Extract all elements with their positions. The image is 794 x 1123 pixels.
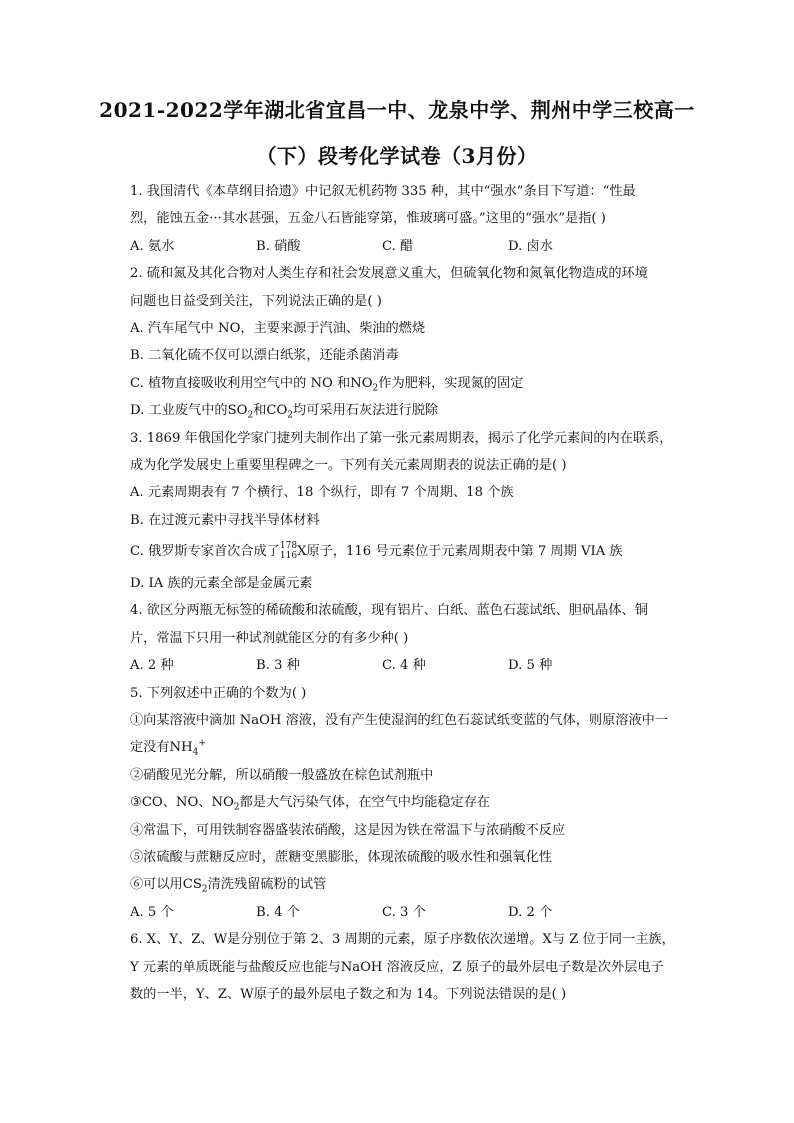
q3-option-b: B. 在过渡元素中寻找半导体材料 (130, 512, 320, 528)
q1-option-c: C. 醋 (382, 238, 414, 254)
question-list (130, 178, 690, 1008)
q5-statement4: ④常温下，可用铁制容器盛装浓硝酸，这是因为铁在常温下与浓硝酸不反应 (130, 822, 566, 838)
exam-title-line1: 2021-2022学年湖北省宜昌一中、龙泉中学、荆州中学三校高一 (99, 98, 695, 122)
q1-options (130, 233, 690, 260)
q4-option-c: C. 4 种 (382, 658, 426, 674)
q3-stem-line1: 3. 1869 年俄国化学家门捷列夫制作出了第一张元素周期表，揭示了化学元素间的内在联系， (130, 430, 673, 446)
q5-options (130, 899, 690, 926)
q1-option-d: D. 卤水 (508, 238, 553, 254)
q3-stem-line2: 成为化学发展史上重要里程碑之一。下列有关元素周期表的说法正确的是( ) (130, 457, 567, 473)
q4-options (130, 652, 690, 679)
q4-option-b: B. 3 种 (256, 658, 300, 674)
q5-stem: 5. 下列叙述中正确的个数为( ) (130, 685, 307, 701)
q5-statement1-line2: 定没有$NH_4^+$ (130, 739, 206, 759)
q1-stem-line1: 1. 我国清代《本草纲目拾遗》中记叙无机药物 335 种，其中“强水”条目下写道：“性最 (130, 184, 636, 199)
isotope-notation: 178 116 (279, 541, 298, 562)
q2-option-c: C. 植物直接吸收利用空气中的 NO 和$NO_2$作为肥料，实现氮的固定 (130, 375, 524, 394)
q6-stem-line3: 数的一半，Y、Z、W原子的最外层电子数之和为 14。下列说法错误的是( ) (130, 986, 567, 1002)
q5-statement1-line1: ①向某溶液中滴加 NaOH 溶液，没有产生使湿润的红色石蕊试纸变蓝的气体，则原溶液中一 (130, 713, 669, 729)
q5-option-d: D. 2 个 (508, 904, 553, 920)
q6-stem-line1: 6. X、Y、Z、W是分别位于第 2、3 周期的元素，原子序数依次递增。X与 Z 位于同一主族， (130, 932, 675, 948)
q5-statement2: ②硝酸见光分解，所以硝酸一般盛放在棕色试剂瓶中 (130, 767, 434, 783)
q4-stem-line1: 4. 欲区分两瓶无标签的稀硫酸和浓硫酸，现有铝片、白纸、蓝色石蕊试纸、胆矾晶体、铜 (130, 603, 648, 619)
q5-option-c: C. 3 个 (382, 904, 426, 920)
q2-option-b: B. 二氧化硫不仅可以漂白纸浆，还能杀菌消毒 (130, 348, 399, 364)
q3-option-c: C. 俄罗斯专家首次合成了 178 116 X原子，116 号元素位于元素周期表中第 7 周期 VIA 族 (130, 534, 690, 570)
q3-option-d: D. IA 族的元素全部是金属元素 (130, 576, 313, 592)
q4-option-d: D. 5 种 (508, 658, 553, 674)
q2-stem-line1: 2. 硫和氮及其化合物对人类生存和社会发展意义重大，但硫氧化物和氮氧化物造成的环境 (130, 266, 648, 282)
q5-statement5: ⑤浓硫酸与蔗糖反应时，蔗糖变黑膨胀，体现浓硫酸的吸水性和强氧化性 (130, 849, 552, 865)
q2-stem-line2: 问题也日益受到关注，下列说法正确的是( ) (130, 293, 382, 309)
q5-option-a: A. 5 个 (130, 904, 174, 920)
q5-option-b: B. 4 个 (256, 904, 300, 920)
q2-option-d: D. 工业废气中的$SO_2$和$CO_2$均可采用石灰法进行脱除 (130, 403, 439, 421)
q2-option-a: A. 汽车尾气中 NO，主要来源于汽油、柴油的燃烧 (130, 320, 426, 336)
q5-statement6: ⑥可以用$CS_2$清洗残留硫粉的试管 (130, 877, 327, 896)
q4-option-a: A. 2 种 (130, 658, 174, 674)
q6-stem-line2: Y 元素的单质既能与盐酸反应也能与NaOH 溶液反应，Z 原子的最外层电子数是次外层电子 (130, 959, 664, 975)
q1-option-a: A. 氨水 (130, 238, 175, 254)
q4-stem-line2: 片，常温下只用一种试剂就能区分的有多少种( ) (130, 630, 409, 646)
q5-statement3: ③CO、NO、$NO_2$都是大气污染气体，在空气中均能稳定存在 (130, 795, 491, 813)
q1-option-b: B. 硝酸 (256, 238, 301, 254)
q1-stem-line2: 烈，能蚀五金···其水甚强，五金八石皆能穿第，惟玻璃可盛。”这里的“强水”是指( ) (130, 211, 606, 227)
q3-option-a: A. 元素周期表有 7 个横行、18 个纵行，即有 7 个周期、18 个族 (130, 485, 514, 501)
exam-title-line2: （下）段考化学试卷（3月份） (256, 144, 538, 168)
